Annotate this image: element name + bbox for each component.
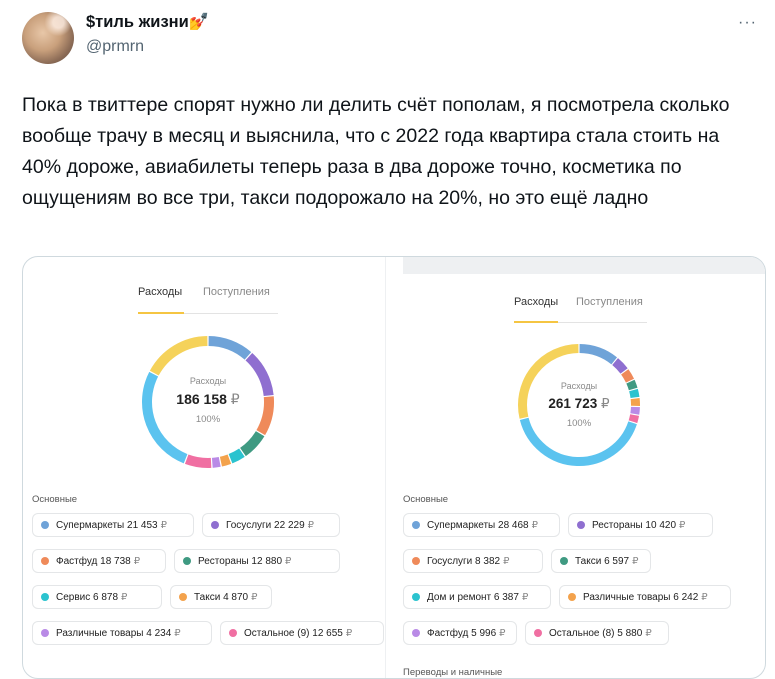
category-chip[interactable]: [403, 513, 560, 537]
donut-percent-left: 100%: [141, 414, 275, 425]
category-color-dot: [412, 629, 420, 637]
category-color-dot: [412, 593, 420, 601]
donut-segment: [231, 453, 242, 459]
ruble-sign: ₽: [532, 520, 538, 531]
ruble-sign: ₽: [346, 628, 352, 639]
category-color-dot: [412, 557, 420, 565]
author-handle[interactable]: @prmrn: [86, 38, 144, 56]
category-chip[interactable]: [220, 621, 384, 645]
avatar[interactable]: [22, 12, 74, 64]
donut-segment: [154, 341, 207, 373]
category-chip[interactable]: [559, 585, 731, 609]
category-chip[interactable]: [551, 549, 651, 573]
category-label: Различные товары 6 242: [583, 592, 698, 603]
category-color-dot: [568, 593, 576, 601]
category-color-dot: [41, 593, 49, 601]
category-color-dot: [183, 557, 191, 565]
donut-percent-right: 100%: [517, 418, 641, 429]
donut-total-left: 186 158 ₽: [141, 391, 275, 408]
donut-label-left: Расходы: [141, 376, 275, 386]
category-label: Различные товары 4 234: [56, 628, 171, 639]
category-color-dot: [534, 629, 542, 637]
donut-label-right: Расходы: [517, 381, 641, 391]
category-color-dot: [577, 521, 585, 529]
donut-segment: [625, 372, 630, 381]
ruble-sign: ₽: [679, 520, 685, 531]
category-label: Рестораны 12 880: [198, 556, 282, 567]
category-chip[interactable]: [32, 513, 194, 537]
ruble-sign: ₽: [285, 556, 291, 567]
nail-polish-emoji: 💅: [189, 13, 210, 31]
category-chip[interactable]: [568, 513, 713, 537]
donut-segment: [615, 362, 624, 371]
tab-income-right[interactable]: Поступления: [576, 296, 643, 308]
donut-segment: [212, 462, 219, 463]
category-label: Госуслуги 22 229: [226, 520, 305, 531]
category-label: Сервис 6 878: [56, 592, 118, 603]
category-label: Остальное (8) 5 880: [549, 628, 642, 639]
donut-segment: [187, 459, 211, 463]
ruble-sign: ₽: [308, 520, 314, 531]
category-color-dot: [41, 521, 49, 529]
category-chip[interactable]: [174, 549, 340, 573]
category-chip[interactable]: [403, 585, 551, 609]
donut-segment: [221, 459, 229, 461]
tab-expenses-left[interactable]: Расходы: [138, 286, 182, 298]
category-chip[interactable]: [403, 549, 543, 573]
category-label: Супермаркеты 28 468: [427, 520, 529, 531]
category-color-dot: [211, 521, 219, 529]
more-options-icon[interactable]: ···: [738, 14, 757, 32]
section-title-right: Основные: [403, 494, 448, 505]
category-chip[interactable]: [32, 549, 166, 573]
ruble-sign: ₽: [522, 592, 528, 603]
category-chip[interactable]: [202, 513, 340, 537]
category-chip[interactable]: [32, 585, 162, 609]
category-chip[interactable]: [403, 621, 517, 645]
ruble-sign: ₽: [499, 628, 505, 639]
tweet-media[interactable]: [22, 256, 766, 679]
tab-expenses-right[interactable]: Расходы: [514, 296, 558, 308]
image-divider: [385, 257, 386, 678]
donut-total-right: 261 723 ₽: [517, 396, 641, 412]
ruble-sign: ₽: [701, 592, 707, 603]
category-color-dot: [412, 521, 420, 529]
category-color-dot: [560, 557, 568, 565]
ruble-sign: ₽: [121, 592, 127, 603]
category-label: Такси 6 597: [575, 556, 629, 567]
category-label: Фастфуд 5 996: [427, 628, 496, 639]
category-chip[interactable]: [525, 621, 669, 645]
donut-segment: [243, 434, 260, 452]
tab-underline-left: [138, 312, 184, 314]
ruble-sign: ₽: [161, 520, 167, 531]
section-title-right-2: Переводы и наличные: [403, 667, 502, 678]
category-color-dot: [41, 629, 49, 637]
category-color-dot: [41, 557, 49, 565]
category-label: Супермаркеты 21 453: [56, 520, 158, 531]
category-chip[interactable]: [32, 621, 212, 645]
category-label: Дом и ремонт 6 387: [427, 592, 519, 603]
category-label: Госуслуги 8 382: [427, 556, 500, 567]
tab-income-left[interactable]: Поступления: [203, 286, 270, 298]
ruble-sign: ₽: [174, 628, 180, 639]
category-label: Такси 4 870: [194, 592, 248, 603]
tweet-text: Пока в твиттере спорят нужно ли делить счёт пополам, я посмотрела сколько вообще трачу в месяц и выяснила, что с 2022 года квартира стала стоить на 40% дороже, авиабилеты теперь раза в два дороже точно, косметика по ощущениям во все три, такси подорожало на 20%, но это ещё ладно: [22, 90, 762, 214]
donut-segment: [580, 349, 615, 361]
ruble-sign: ₽: [632, 556, 638, 567]
image-top-strip: [403, 257, 765, 274]
ruble-sign: ₽: [645, 628, 651, 639]
ruble-sign: ₽: [251, 592, 257, 603]
section-title-left: Основные: [32, 494, 77, 505]
tab-underline-right: [514, 321, 558, 323]
category-color-dot: [179, 593, 187, 601]
category-label: Фастфуд 18 738: [56, 556, 131, 567]
category-label: Рестораны 10 420: [592, 520, 676, 531]
donut-segment: [209, 341, 248, 356]
ruble-sign: ₽: [134, 556, 140, 567]
category-color-dot: [229, 629, 237, 637]
author-name[interactable]: $тиль жизни💅: [86, 13, 209, 32]
ruble-sign: ₽: [503, 556, 509, 567]
category-label: Остальное (9) 12 655: [244, 628, 343, 639]
category-chip[interactable]: [170, 585, 272, 609]
